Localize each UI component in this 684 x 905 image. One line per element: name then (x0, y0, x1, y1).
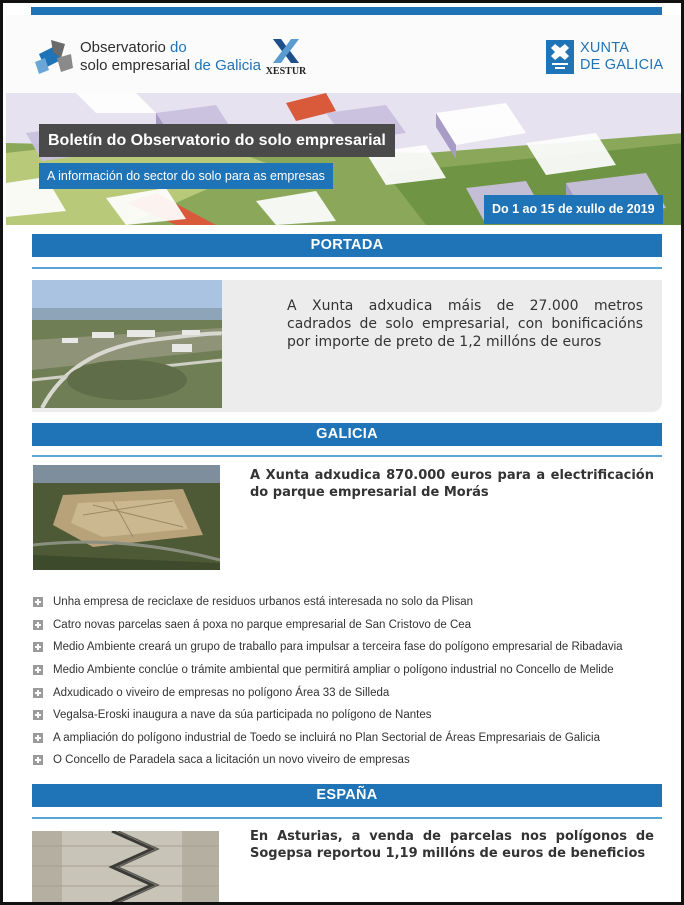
logo-text-solo: solo empresarial (80, 57, 191, 74)
plus-icon (33, 710, 43, 720)
plus-icon (33, 665, 43, 675)
list-item[interactable] (33, 659, 663, 682)
top-accent-bar (31, 7, 662, 15)
observatorio-logo-icon[interactable] (35, 40, 75, 76)
xunta-emblem-icon (546, 40, 574, 74)
banner-title: Boletín do Observatorio do solo empresarial (39, 124, 395, 157)
section-divider (32, 817, 662, 819)
list-item[interactable] (33, 614, 663, 637)
portada-photo-industrial-park[interactable] (32, 280, 222, 408)
list-item[interactable] (33, 749, 663, 772)
section-header-portada: PORTADA (32, 234, 662, 257)
plus-icon (33, 733, 43, 743)
espana-headline[interactable]: En Asturias, a venda de parcelas nos polígonos de Sogepsa reportou 1,19 millóns de euros de beneficios (250, 829, 654, 861)
list-item[interactable] (33, 591, 663, 614)
news-link[interactable]: O Concello de Paradela saca a licitación un novo viveiro de empresas (53, 754, 410, 767)
xestur-logo-text: XESTUR (265, 66, 307, 77)
list-item[interactable] (33, 727, 663, 750)
xestur-logo[interactable] (263, 37, 309, 81)
galicia-news-list (33, 591, 663, 772)
xunta-logo-text (580, 40, 663, 74)
news-link[interactable]: Medio Ambiente creará un grupo de traballo para impulsar a terceira fase do polígono empresarial de Ribadavia (53, 641, 623, 654)
xunta-text-line1: XUNTA (580, 40, 630, 56)
news-link[interactable]: Adxudicado o viveiro de empresas no polígono Área 33 de Silleda (53, 686, 390, 699)
banner-subtitle: A información do sector do solo para as empresas (39, 163, 333, 189)
list-item[interactable] (33, 636, 663, 659)
news-link[interactable]: A ampliación do polígono industrial de Toedo se incluirá no Plan Sectorial de Áreas Empresariais de Galicia (53, 731, 600, 744)
banner-date: Do 1 ao 15 de xullo de 2019 (484, 195, 663, 224)
news-link[interactable]: Catro novas parcelas saen á poxa no parque empresarial de San Cristovo de Cea (53, 618, 472, 631)
plus-icon (33, 688, 43, 698)
portada-headline[interactable]: A Xunta adxudica máis de 27.000 metros cadrados de solo empresarial, con bonificacións por importe de preto de 1,2 millóns de euros (287, 298, 643, 350)
list-item[interactable] (33, 704, 663, 727)
list-item[interactable] (33, 681, 663, 704)
xestur-x-icon (263, 37, 309, 65)
section-header-galicia: GALICIA (32, 423, 662, 446)
news-link[interactable]: Vegalsa-Eroski inaugura a nave da súa participada no polígono de Nantes (53, 709, 432, 722)
plus-icon (33, 755, 43, 765)
galicia-photo-moras[interactable] (33, 465, 220, 570)
xunta-text-line2: DE GALICIA (580, 57, 664, 73)
logo-text-observatorio: Observatorio (80, 39, 166, 56)
espana-photo-building-stairs[interactable] (32, 831, 219, 905)
plus-icon (33, 620, 43, 630)
news-link[interactable]: Unha empresa de reciclaxe de residuos urbanos está interesada no solo da Plisan (53, 596, 474, 609)
plus-icon (33, 597, 43, 607)
galicia-headline[interactable]: A Xunta adxudica 870.000 euros para a electrificación do parque empresarial de Morás (250, 468, 654, 500)
logo-text-galicia: de Galicia (194, 57, 261, 74)
section-header-espana: ESPAÑA (32, 784, 662, 807)
observatorio-logo-text[interactable] (80, 39, 261, 75)
xunta-logo[interactable] (546, 40, 666, 76)
section-divider (32, 455, 662, 457)
logo-text-do: do (170, 39, 187, 56)
plus-icon (33, 642, 43, 652)
news-link[interactable]: Medio Ambiente conclúe o trámite ambiental que permitirá ampliar o polígono industrial no Concello de Melide (53, 664, 614, 677)
section-divider (32, 267, 662, 269)
